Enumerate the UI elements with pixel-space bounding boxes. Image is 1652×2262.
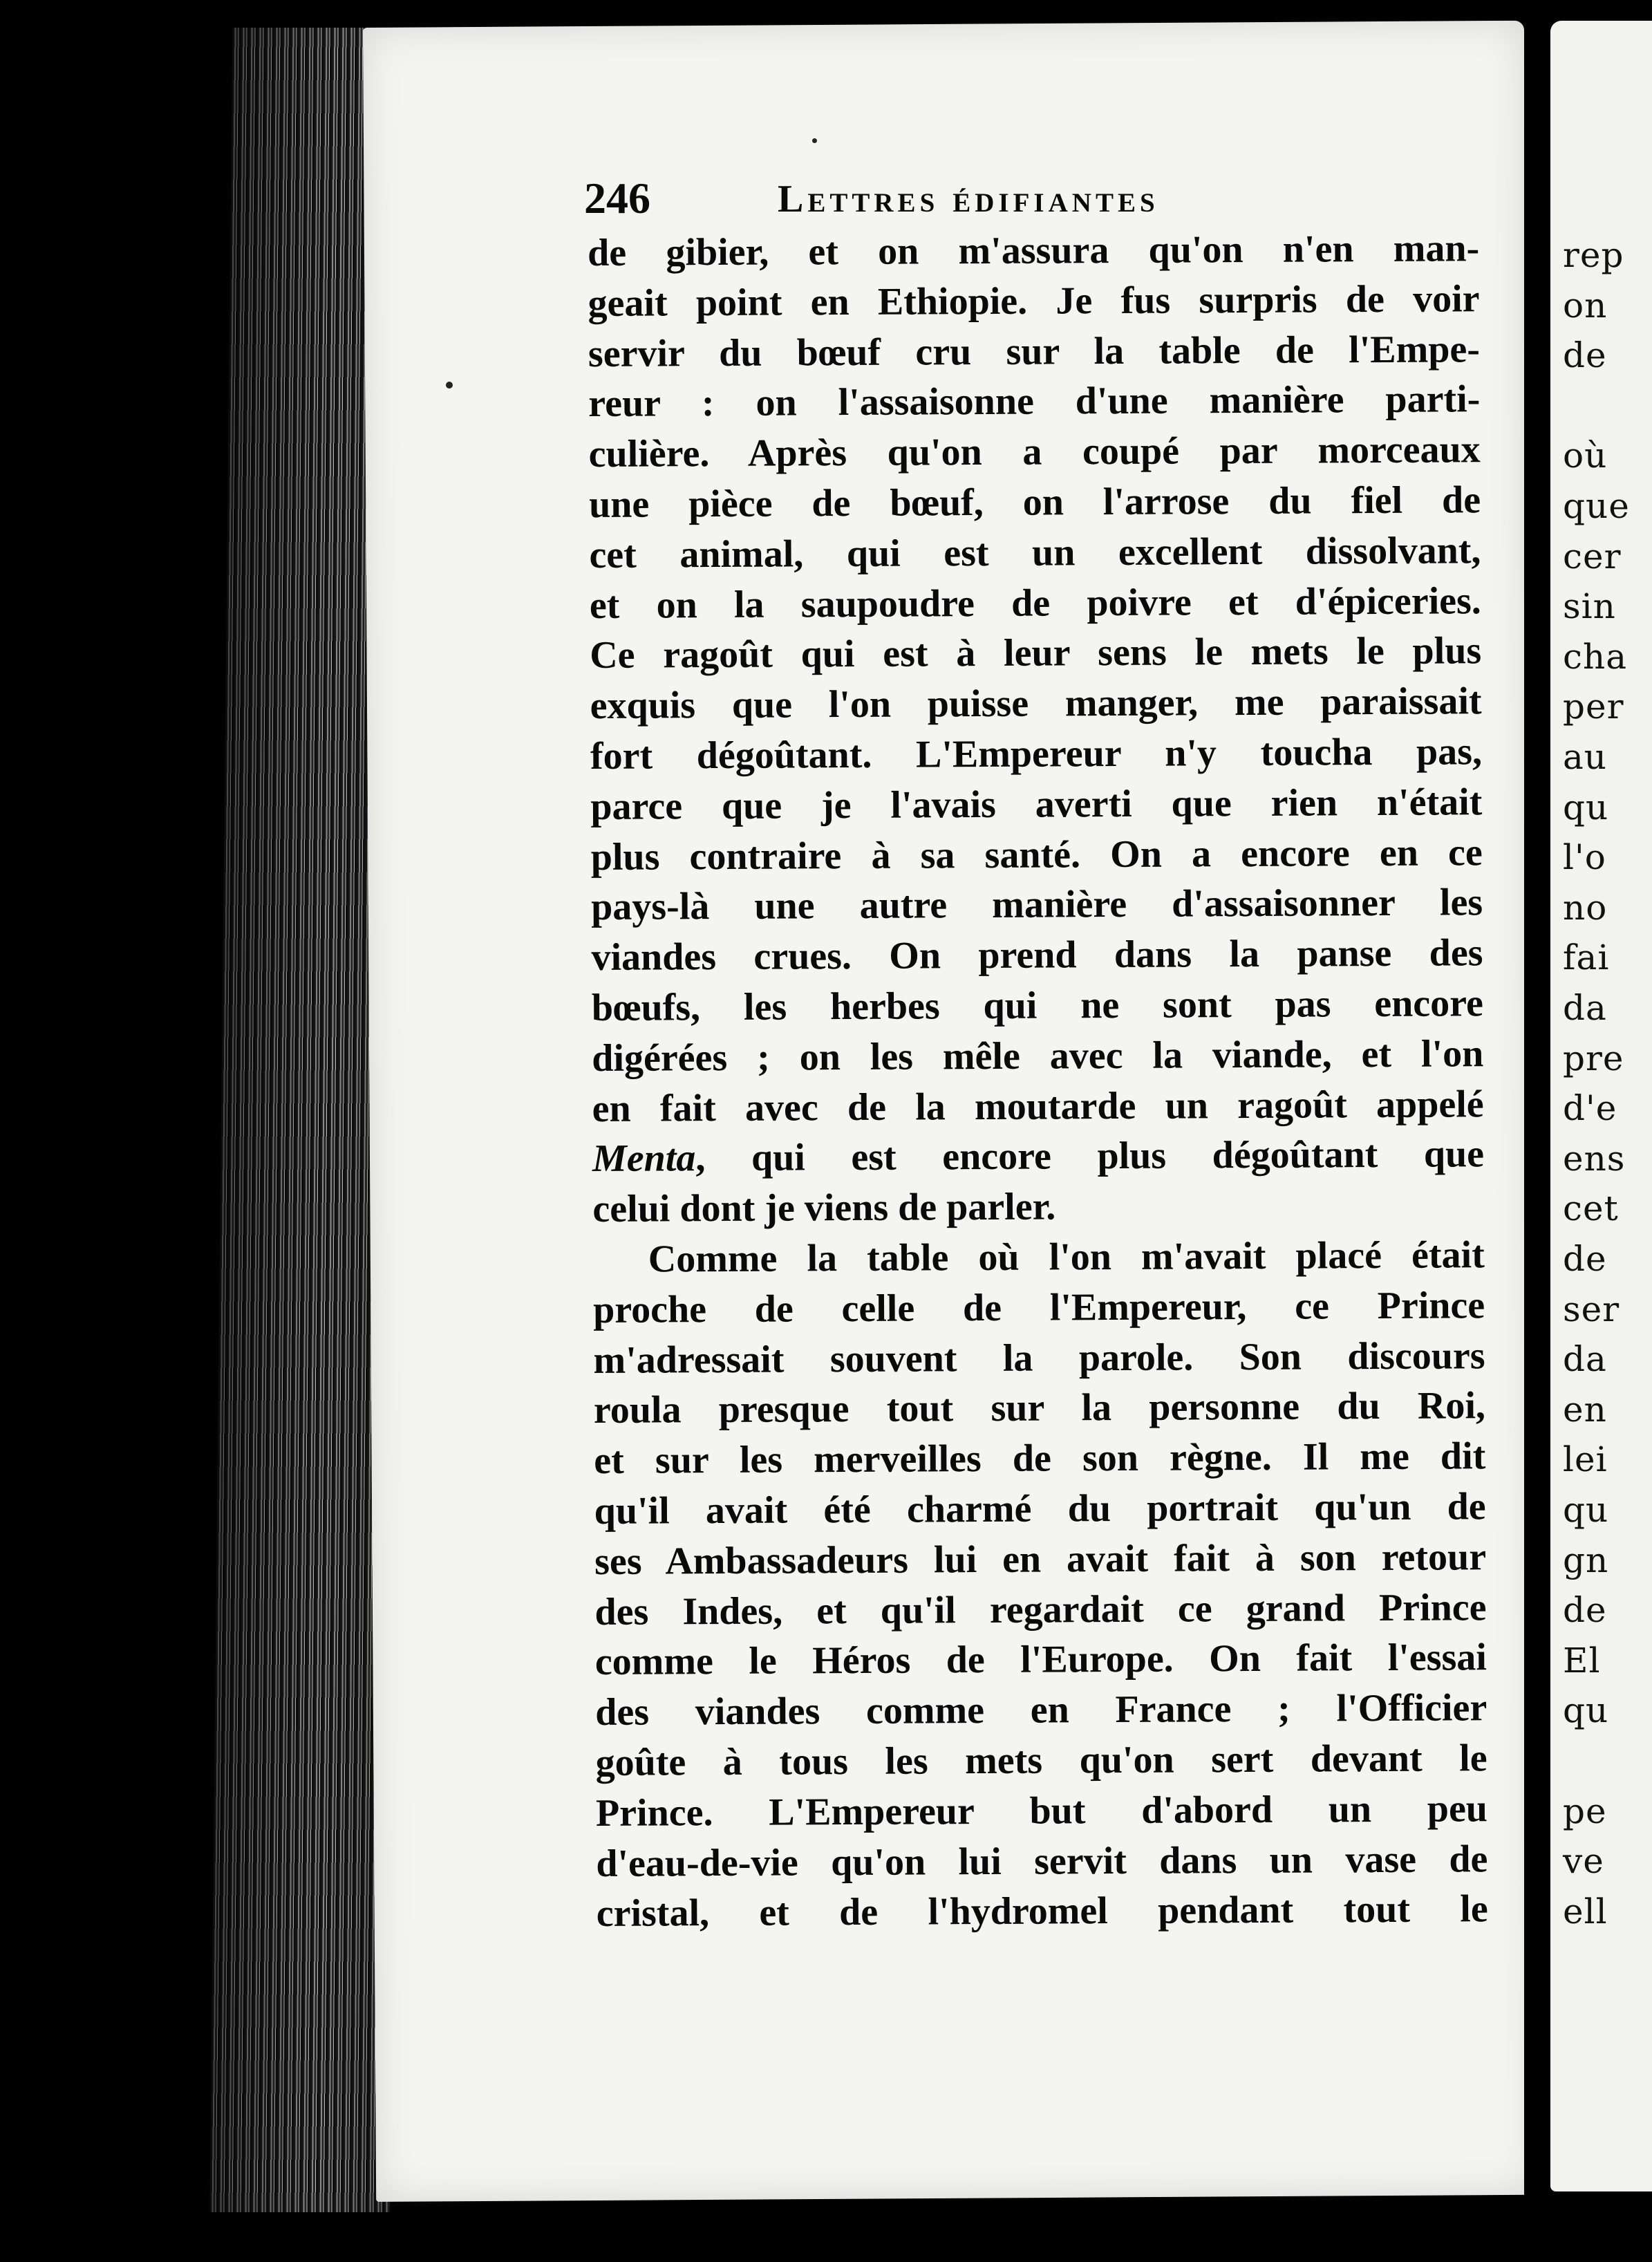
margin-speck xyxy=(812,138,817,143)
page-number: 246 xyxy=(584,174,650,223)
text-line: en fait avec de la moutarde un ragoût appelé xyxy=(592,1082,1484,1130)
text-line: roula presque tout sur la personne du Roi, xyxy=(593,1384,1486,1432)
text-line: d'eau-de-vie qu'on lui servit dans un vase de xyxy=(596,1837,1488,1885)
text-line: de gibier, et on m'assura qu'on n'en man- xyxy=(588,227,1480,274)
facing-line-fragment: per xyxy=(1563,686,1624,727)
facing-line-fragment: l'o xyxy=(1563,837,1606,878)
text-line: qu'il avait été charmé du portrait qu'un de xyxy=(594,1485,1486,1533)
facing-line-fragment: en xyxy=(1563,1389,1607,1430)
text-line: culière. Après qu'on a coupé par morceaux xyxy=(588,428,1481,476)
facing-line-fragment: ve xyxy=(1563,1841,1604,1882)
facing-line-fragment: où xyxy=(1563,436,1608,476)
facing-line-fragment: d'e xyxy=(1563,1088,1617,1129)
facing-line-fragment: El xyxy=(1563,1640,1601,1681)
facing-line-fragment: ens xyxy=(1563,1138,1626,1179)
text-line: parce que je l'avais averti que rien n'était xyxy=(590,781,1483,828)
text-line: m'adressait souvent la parole. Son discours xyxy=(593,1334,1485,1382)
facing-line-fragment: de xyxy=(1563,1590,1607,1631)
italic-term: Menta xyxy=(592,1137,696,1181)
text-line: et sur les merveilles de son règne. Il me dit xyxy=(594,1434,1486,1483)
text-line xyxy=(592,1130,1484,1185)
facing-line-fragment: on xyxy=(1563,285,1608,326)
facing-line-fragment: rep xyxy=(1563,235,1624,275)
text-line-rest: , qui est encore plus dégoûtant que xyxy=(695,1132,1485,1180)
text-line: cet animal, qui est un excellent dissolvant, xyxy=(589,529,1481,577)
facing-line-fragment: sin xyxy=(1563,586,1616,627)
facing-line-fragment: gn xyxy=(1563,1540,1609,1580)
facing-line-fragment: cer xyxy=(1563,536,1622,577)
text-line: digérées ; on les mêle avec la viande, et l'on xyxy=(592,1031,1484,1080)
text-line: et on la saupoudre de poivre et d'épiceries. xyxy=(589,579,1482,627)
text-line: cristal, et de l'hydromel pendant tout le xyxy=(596,1887,1488,1936)
text-line: ses Ambassadeurs lui en avait fait à son retour xyxy=(594,1535,1487,1583)
text-line: servir du bœuf cru sur la table de l'Empe- xyxy=(588,327,1481,375)
running-title: Lettres édifiantes xyxy=(778,178,1159,221)
facing-line-fragment: da xyxy=(1563,988,1607,1028)
text-line: Prince. L'Empereur but d'abord un peu xyxy=(595,1786,1488,1835)
facing-line-fragment: de xyxy=(1563,335,1607,376)
text-line: Comme la table où l'on m'avait placé était xyxy=(648,1233,1485,1281)
text-line: des Indes, et qu'il regardait ce grand Prince xyxy=(594,1585,1487,1634)
facing-line-fragment: de xyxy=(1563,1239,1607,1279)
body-text xyxy=(588,223,1488,1939)
text-line: proche de celle de l'Empereur, ce Prince xyxy=(593,1283,1485,1331)
facing-line-fragment: au xyxy=(1563,737,1608,777)
facing-line-fragment: que xyxy=(1563,486,1630,526)
facing-line-fragment: fai xyxy=(1563,937,1610,978)
facing-line-fragment: lei xyxy=(1563,1439,1608,1480)
text-line: reur : on l'assaisonne d'une manière parti- xyxy=(588,377,1481,426)
facing-line-fragment: da xyxy=(1563,1339,1607,1380)
margin-speck xyxy=(446,382,453,389)
page-header xyxy=(584,173,1268,223)
text-line: fort dégoûtant. L'Empereur n'y toucha pas, xyxy=(590,730,1483,778)
facing-line-fragment: qu xyxy=(1563,1690,1609,1731)
text-line: Ce ragoût qui est à leur sens le mets le plus xyxy=(590,629,1482,677)
facing-line-fragment: cha xyxy=(1563,636,1628,677)
text-line: viandes crues. On prend dans la panse des xyxy=(591,931,1483,980)
facing-line-fragment: cet xyxy=(1563,1188,1619,1229)
gutter xyxy=(1524,0,1550,2262)
text-line: des viandes comme en France ; l'Officier xyxy=(595,1686,1487,1735)
facing-page xyxy=(1550,21,1652,2191)
facing-line-fragment: pre xyxy=(1563,1038,1624,1078)
facing-line-fragment: pe xyxy=(1563,1791,1607,1831)
text-line: geait point en Ethiopie. Je fus surpris de voir xyxy=(588,277,1480,325)
text-line: celui dont je viens de parler. xyxy=(592,1185,1056,1231)
text-line: bœufs, les herbes qui ne sont pas encore xyxy=(591,982,1484,1029)
text-line: pays-là une autre manière d'assaisonner les xyxy=(590,881,1483,929)
facing-line-fragment: qu xyxy=(1563,787,1609,828)
text-line: une pièce de bœuf, on l'arrose du fiel de xyxy=(588,478,1481,526)
facing-line-fragment: qu xyxy=(1563,1490,1609,1530)
text-line: exquis que l'on puisse manger, me paraissait xyxy=(590,680,1482,728)
text-line: plus contraire à sa santé. On a encore en ce xyxy=(590,830,1483,879)
facing-line-fragment: no xyxy=(1563,887,1608,928)
facing-line-fragment: ell xyxy=(1563,1891,1608,1932)
text-line: comme le Héros de l'Europe. On fait l'essai xyxy=(594,1636,1487,1684)
facing-line-fragment: ser xyxy=(1563,1289,1620,1329)
text-line: goûte à tous les mets qu'on sert devant le xyxy=(595,1737,1487,1784)
